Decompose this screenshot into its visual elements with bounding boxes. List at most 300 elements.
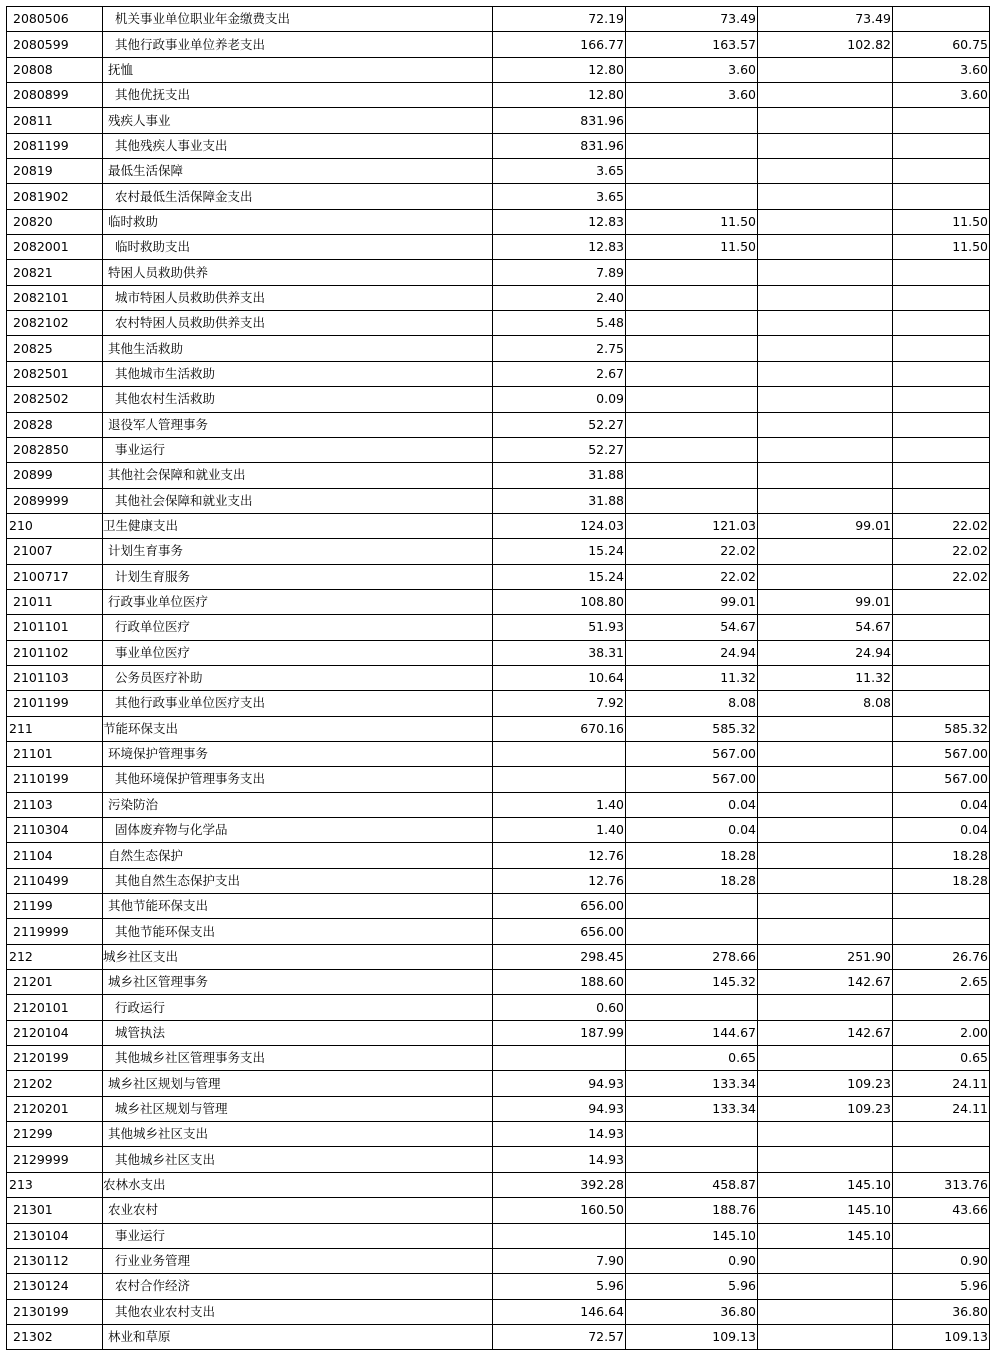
table-row xyxy=(7,589,990,614)
subject-code-cell: 21301 xyxy=(7,1198,103,1223)
amount-col4-cell: 0.04 xyxy=(893,792,990,817)
table-row xyxy=(7,1096,990,1121)
amount-col1-cell xyxy=(493,1046,626,1071)
table-row xyxy=(7,1172,990,1197)
table-row xyxy=(7,311,990,336)
table-row xyxy=(7,1274,990,1299)
subject-code-cell: 2082001 xyxy=(7,235,103,260)
table-row xyxy=(7,1071,990,1096)
amount-col4-cell: 3.60 xyxy=(893,83,990,108)
table-row xyxy=(7,843,990,868)
amount-col2-cell: 567.00 xyxy=(626,741,758,766)
subject-code-cell: 2089999 xyxy=(7,488,103,513)
subject-name-cell: 其他残疾人事业支出 xyxy=(103,133,493,158)
amount-col4-cell: 43.66 xyxy=(893,1198,990,1223)
amount-col4-cell xyxy=(893,640,990,665)
amount-col1-cell: 51.93 xyxy=(493,615,626,640)
table-row xyxy=(7,437,990,462)
amount-col1-cell: 656.00 xyxy=(493,919,626,944)
subject-name-cell: 其他农村生活救助 xyxy=(103,387,493,412)
amount-col2-cell: 18.28 xyxy=(626,843,758,868)
subject-code-cell: 21011 xyxy=(7,589,103,614)
amount-col1-cell: 7.89 xyxy=(493,260,626,285)
amount-col3-cell xyxy=(758,184,893,209)
amount-col4-cell: 18.28 xyxy=(893,868,990,893)
amount-col3-cell: 145.10 xyxy=(758,1172,893,1197)
table-row xyxy=(7,818,990,843)
amount-col3-cell xyxy=(758,361,893,386)
subject-name-cell: 其他环境保护管理事务支出 xyxy=(103,767,493,792)
amount-col1-cell: 108.80 xyxy=(493,589,626,614)
amount-col1-cell: 7.90 xyxy=(493,1248,626,1273)
amount-col2-cell: 54.67 xyxy=(626,615,758,640)
table-row xyxy=(7,716,990,741)
amount-col1-cell: 12.76 xyxy=(493,868,626,893)
subject-code-cell: 21202 xyxy=(7,1071,103,1096)
amount-col3-cell xyxy=(758,1274,893,1299)
amount-col2-cell: 144.67 xyxy=(626,1020,758,1045)
amount-col3-cell: 251.90 xyxy=(758,944,893,969)
amount-col1-cell xyxy=(493,1223,626,1248)
subject-name-cell: 最低生活保障 xyxy=(103,159,493,184)
subject-code-cell: 21201 xyxy=(7,970,103,995)
amount-col2-cell xyxy=(626,1122,758,1147)
amount-col1-cell: 72.19 xyxy=(493,7,626,32)
amount-col1-cell: 188.60 xyxy=(493,970,626,995)
amount-col1-cell: 187.99 xyxy=(493,1020,626,1045)
table-row xyxy=(7,1324,990,1349)
amount-col3-cell xyxy=(758,260,893,285)
amount-col1-cell: 2.67 xyxy=(493,361,626,386)
subject-code-cell: 2081902 xyxy=(7,184,103,209)
amount-col2-cell: 24.94 xyxy=(626,640,758,665)
subject-name-cell: 其他城乡社区管理事务支出 xyxy=(103,1046,493,1071)
amount-col2-cell xyxy=(626,336,758,361)
amount-col3-cell: 24.94 xyxy=(758,640,893,665)
amount-col1-cell: 1.40 xyxy=(493,792,626,817)
subject-name-cell: 公务员医疗补助 xyxy=(103,665,493,690)
amount-col1-cell: 72.57 xyxy=(493,1324,626,1349)
amount-col2-cell: 11.50 xyxy=(626,209,758,234)
table-row xyxy=(7,260,990,285)
subject-name-cell: 其他社会保障和就业支出 xyxy=(103,488,493,513)
amount-col1-cell: 2.40 xyxy=(493,285,626,310)
subject-code-cell: 21104 xyxy=(7,843,103,868)
amount-col2-cell: 133.34 xyxy=(626,1096,758,1121)
amount-col2-cell xyxy=(626,1147,758,1172)
amount-col3-cell xyxy=(758,716,893,741)
amount-col2-cell: 145.32 xyxy=(626,970,758,995)
table-row xyxy=(7,361,990,386)
amount-col4-cell: 36.80 xyxy=(893,1299,990,1324)
amount-col3-cell: 142.67 xyxy=(758,970,893,995)
subject-code-cell: 21302 xyxy=(7,1324,103,1349)
subject-name-cell: 残疾人事业 xyxy=(103,108,493,133)
amount-col1-cell: 52.27 xyxy=(493,437,626,462)
amount-col2-cell: 36.80 xyxy=(626,1299,758,1324)
subject-code-cell: 2082101 xyxy=(7,285,103,310)
subject-name-cell: 其他行政事业单位养老支出 xyxy=(103,32,493,57)
amount-col4-cell xyxy=(893,437,990,462)
subject-code-cell: 2082502 xyxy=(7,387,103,412)
amount-col2-cell: 11.32 xyxy=(626,665,758,690)
amount-col1-cell: 124.03 xyxy=(493,513,626,538)
amount-col2-cell: 73.49 xyxy=(626,7,758,32)
amount-col2-cell: 5.96 xyxy=(626,1274,758,1299)
amount-col4-cell: 26.76 xyxy=(893,944,990,969)
amount-col2-cell: 22.02 xyxy=(626,564,758,589)
amount-col2-cell xyxy=(626,108,758,133)
table-row xyxy=(7,1198,990,1223)
subject-code-cell: 212 xyxy=(7,944,103,969)
subject-code-cell: 2081199 xyxy=(7,133,103,158)
subject-code-cell: 2120199 xyxy=(7,1046,103,1071)
subject-code-cell: 20811 xyxy=(7,108,103,133)
subject-name-cell: 其他优抚支出 xyxy=(103,83,493,108)
amount-col1-cell: 298.45 xyxy=(493,944,626,969)
amount-col3-cell xyxy=(758,564,893,589)
amount-col1-cell: 7.92 xyxy=(493,691,626,716)
subject-code-cell: 2120104 xyxy=(7,1020,103,1045)
table-row xyxy=(7,412,990,437)
amount-col3-cell: 102.82 xyxy=(758,32,893,57)
subject-code-cell: 20820 xyxy=(7,209,103,234)
subject-name-cell: 固体废弃物与化学品 xyxy=(103,818,493,843)
subject-name-cell: 其他自然生态保护支出 xyxy=(103,868,493,893)
amount-col3-cell xyxy=(758,463,893,488)
amount-col2-cell: 145.10 xyxy=(626,1223,758,1248)
subject-code-cell: 21199 xyxy=(7,894,103,919)
table-row xyxy=(7,1122,990,1147)
amount-col3-cell xyxy=(758,767,893,792)
subject-name-cell: 特困人员救助供养 xyxy=(103,260,493,285)
amount-col2-cell: 3.60 xyxy=(626,83,758,108)
amount-col3-cell xyxy=(758,1324,893,1349)
amount-col3-cell xyxy=(758,1122,893,1147)
amount-col3-cell: 145.10 xyxy=(758,1198,893,1223)
amount-col2-cell: 109.13 xyxy=(626,1324,758,1349)
table-row xyxy=(7,209,990,234)
amount-col1-cell: 392.28 xyxy=(493,1172,626,1197)
amount-col1-cell: 0.60 xyxy=(493,995,626,1020)
subject-name-cell: 其他节能环保支出 xyxy=(103,894,493,919)
table-row xyxy=(7,133,990,158)
amount-col3-cell xyxy=(758,311,893,336)
amount-col1-cell: 3.65 xyxy=(493,184,626,209)
amount-col1-cell: 15.24 xyxy=(493,564,626,589)
amount-col2-cell: 567.00 xyxy=(626,767,758,792)
amount-col4-cell xyxy=(893,184,990,209)
subject-code-cell: 2101103 xyxy=(7,665,103,690)
table-row xyxy=(7,919,990,944)
amount-col3-cell xyxy=(758,159,893,184)
table-row xyxy=(7,1147,990,1172)
subject-code-cell: 20825 xyxy=(7,336,103,361)
subject-name-cell: 事业运行 xyxy=(103,1223,493,1248)
amount-col2-cell xyxy=(626,894,758,919)
amount-col2-cell xyxy=(626,919,758,944)
subject-code-cell: 210 xyxy=(7,513,103,538)
subject-name-cell: 其他行政事业单位医疗支出 xyxy=(103,691,493,716)
subject-name-cell: 其他农业农村支出 xyxy=(103,1299,493,1324)
subject-name-cell: 农村特困人员救助供养支出 xyxy=(103,311,493,336)
amount-col4-cell xyxy=(893,919,990,944)
amount-col3-cell xyxy=(758,285,893,310)
amount-col4-cell: 22.02 xyxy=(893,513,990,538)
amount-col4-cell: 3.60 xyxy=(893,57,990,82)
amount-col4-cell xyxy=(893,311,990,336)
amount-col4-cell: 567.00 xyxy=(893,767,990,792)
amount-col3-cell xyxy=(758,818,893,843)
subject-code-cell: 2130104 xyxy=(7,1223,103,1248)
subject-code-cell: 20828 xyxy=(7,412,103,437)
subject-name-cell: 污染防治 xyxy=(103,792,493,817)
amount-col2-cell xyxy=(626,488,758,513)
table-row xyxy=(7,32,990,57)
amount-col2-cell xyxy=(626,260,758,285)
subject-code-cell: 20819 xyxy=(7,159,103,184)
subject-name-cell: 城乡社区支出 xyxy=(103,944,493,969)
amount-col2-cell: 121.03 xyxy=(626,513,758,538)
amount-col2-cell xyxy=(626,361,758,386)
subject-name-cell: 其他社会保障和就业支出 xyxy=(103,463,493,488)
amount-col4-cell: 567.00 xyxy=(893,741,990,766)
subject-name-cell: 农林水支出 xyxy=(103,1172,493,1197)
amount-col4-cell: 585.32 xyxy=(893,716,990,741)
subject-code-cell: 213 xyxy=(7,1172,103,1197)
amount-col2-cell: 0.04 xyxy=(626,818,758,843)
amount-col2-cell xyxy=(626,995,758,1020)
amount-col4-cell: 2.65 xyxy=(893,970,990,995)
amount-col3-cell xyxy=(758,133,893,158)
amount-col3-cell xyxy=(758,539,893,564)
subject-code-cell: 2080599 xyxy=(7,32,103,57)
amount-col2-cell xyxy=(626,184,758,209)
amount-col1-cell: 5.48 xyxy=(493,311,626,336)
amount-col1-cell: 52.27 xyxy=(493,412,626,437)
subject-name-cell: 农村最低生活保障金支出 xyxy=(103,184,493,209)
amount-col2-cell: 0.90 xyxy=(626,1248,758,1273)
table-row xyxy=(7,1299,990,1324)
subject-code-cell: 2110304 xyxy=(7,818,103,843)
subject-code-cell: 20899 xyxy=(7,463,103,488)
amount-col3-cell: 109.23 xyxy=(758,1096,893,1121)
table-row xyxy=(7,285,990,310)
amount-col4-cell xyxy=(893,387,990,412)
table-row xyxy=(7,463,990,488)
table-row xyxy=(7,387,990,412)
amount-col2-cell xyxy=(626,412,758,437)
subject-code-cell: 2120201 xyxy=(7,1096,103,1121)
subject-code-cell: 2120101 xyxy=(7,995,103,1020)
subject-name-cell: 行业业务管理 xyxy=(103,1248,493,1273)
amount-col3-cell xyxy=(758,209,893,234)
subject-code-cell: 20821 xyxy=(7,260,103,285)
subject-name-cell: 抚恤 xyxy=(103,57,493,82)
amount-col1-cell: 12.80 xyxy=(493,57,626,82)
amount-col4-cell xyxy=(893,1147,990,1172)
subject-code-cell: 21299 xyxy=(7,1122,103,1147)
amount-col3-cell: 11.32 xyxy=(758,665,893,690)
subject-code-cell: 2101102 xyxy=(7,640,103,665)
subject-name-cell: 退役军人管理事务 xyxy=(103,412,493,437)
amount-col3-cell xyxy=(758,235,893,260)
amount-col1-cell xyxy=(493,767,626,792)
amount-col2-cell: 133.34 xyxy=(626,1071,758,1096)
amount-col2-cell xyxy=(626,133,758,158)
table-row xyxy=(7,868,990,893)
amount-col1-cell: 31.88 xyxy=(493,463,626,488)
amount-col4-cell: 5.96 xyxy=(893,1274,990,1299)
subject-name-cell: 农业农村 xyxy=(103,1198,493,1223)
subject-name-cell: 环境保护管理事务 xyxy=(103,741,493,766)
amount-col3-cell xyxy=(758,995,893,1020)
amount-col1-cell: 670.16 xyxy=(493,716,626,741)
amount-col2-cell xyxy=(626,285,758,310)
amount-col4-cell xyxy=(893,1223,990,1248)
subject-name-cell: 城乡社区规划与管理 xyxy=(103,1071,493,1096)
amount-col4-cell: 18.28 xyxy=(893,843,990,868)
amount-col4-cell xyxy=(893,691,990,716)
amount-col3-cell: 73.49 xyxy=(758,7,893,32)
subject-name-cell: 其他节能环保支出 xyxy=(103,919,493,944)
amount-col2-cell: 18.28 xyxy=(626,868,758,893)
subject-code-cell: 2082850 xyxy=(7,437,103,462)
amount-col2-cell: 11.50 xyxy=(626,235,758,260)
table-row xyxy=(7,615,990,640)
amount-col3-cell xyxy=(758,387,893,412)
amount-col1-cell xyxy=(493,741,626,766)
subject-name-cell: 节能环保支出 xyxy=(103,716,493,741)
amount-col4-cell: 109.13 xyxy=(893,1324,990,1349)
amount-col1-cell: 3.65 xyxy=(493,159,626,184)
amount-col2-cell xyxy=(626,463,758,488)
amount-col3-cell xyxy=(758,919,893,944)
amount-col3-cell xyxy=(758,108,893,133)
subject-code-cell: 2110499 xyxy=(7,868,103,893)
amount-col2-cell: 458.87 xyxy=(626,1172,758,1197)
subject-code-cell: 2080899 xyxy=(7,83,103,108)
amount-col3-cell: 8.08 xyxy=(758,691,893,716)
amount-col2-cell: 188.76 xyxy=(626,1198,758,1223)
table-row xyxy=(7,7,990,32)
table-row xyxy=(7,108,990,133)
subject-code-cell: 2101101 xyxy=(7,615,103,640)
amount-col4-cell: 22.02 xyxy=(893,539,990,564)
amount-col1-cell: 146.64 xyxy=(493,1299,626,1324)
amount-col1-cell: 10.64 xyxy=(493,665,626,690)
amount-col3-cell xyxy=(758,741,893,766)
amount-col4-cell xyxy=(893,108,990,133)
subject-code-cell: 21101 xyxy=(7,741,103,766)
amount-col4-cell xyxy=(893,260,990,285)
subject-name-cell: 机关事业单位职业年金缴费支出 xyxy=(103,7,493,32)
subject-code-cell: 2082501 xyxy=(7,361,103,386)
table-row xyxy=(7,564,990,589)
amount-col1-cell: 38.31 xyxy=(493,640,626,665)
amount-col3-cell xyxy=(758,1248,893,1273)
amount-col1-cell: 0.09 xyxy=(493,387,626,412)
amount-col3-cell xyxy=(758,792,893,817)
table-row xyxy=(7,1248,990,1273)
amount-col1-cell: 15.24 xyxy=(493,539,626,564)
amount-col1-cell: 5.96 xyxy=(493,1274,626,1299)
subject-code-cell: 21103 xyxy=(7,792,103,817)
amount-col4-cell xyxy=(893,1122,990,1147)
table-row xyxy=(7,995,990,1020)
amount-col3-cell xyxy=(758,1147,893,1172)
table-row xyxy=(7,970,990,995)
amount-col2-cell: 22.02 xyxy=(626,539,758,564)
amount-col3-cell xyxy=(758,1299,893,1324)
amount-col4-cell: 0.04 xyxy=(893,818,990,843)
subject-name-cell: 事业运行 xyxy=(103,437,493,462)
table-row xyxy=(7,336,990,361)
amount-col4-cell: 24.11 xyxy=(893,1096,990,1121)
table-row xyxy=(7,640,990,665)
subject-code-cell: 2129999 xyxy=(7,1147,103,1172)
amount-col2-cell xyxy=(626,159,758,184)
subject-name-cell: 城管执法 xyxy=(103,1020,493,1045)
table-row xyxy=(7,1223,990,1248)
subject-name-cell: 城市特困人员救助供养支出 xyxy=(103,285,493,310)
amount-col1-cell: 1.40 xyxy=(493,818,626,843)
amount-col4-cell xyxy=(893,894,990,919)
amount-col3-cell xyxy=(758,868,893,893)
amount-col1-cell: 94.93 xyxy=(493,1096,626,1121)
amount-col4-cell xyxy=(893,615,990,640)
subject-name-cell: 临时救助支出 xyxy=(103,235,493,260)
subject-code-cell: 2082102 xyxy=(7,311,103,336)
amount-col1-cell: 12.76 xyxy=(493,843,626,868)
table-row xyxy=(7,513,990,538)
amount-col1-cell: 656.00 xyxy=(493,894,626,919)
table-row xyxy=(7,57,990,82)
amount-col4-cell xyxy=(893,336,990,361)
subject-code-cell: 2130112 xyxy=(7,1248,103,1273)
amount-col3-cell: 142.67 xyxy=(758,1020,893,1045)
table-body xyxy=(7,7,990,1350)
amount-col2-cell xyxy=(626,387,758,412)
amount-col4-cell xyxy=(893,159,990,184)
amount-col4-cell xyxy=(893,285,990,310)
amount-col2-cell: 3.60 xyxy=(626,57,758,82)
budget-expenditure-table xyxy=(6,6,990,1350)
subject-name-cell: 计划生育事务 xyxy=(103,539,493,564)
amount-col4-cell xyxy=(893,589,990,614)
subject-code-cell: 2080506 xyxy=(7,7,103,32)
subject-code-cell: 2130199 xyxy=(7,1299,103,1324)
subject-name-cell: 林业和草原 xyxy=(103,1324,493,1349)
amount-col4-cell xyxy=(893,488,990,513)
amount-col1-cell: 166.77 xyxy=(493,32,626,57)
subject-name-cell: 其他生活救助 xyxy=(103,336,493,361)
amount-col4-cell xyxy=(893,133,990,158)
amount-col2-cell xyxy=(626,437,758,462)
amount-col2-cell: 8.08 xyxy=(626,691,758,716)
subject-name-cell: 其他城乡社区支出 xyxy=(103,1147,493,1172)
amount-col3-cell xyxy=(758,336,893,361)
amount-col3-cell xyxy=(758,83,893,108)
subject-code-cell: 2119999 xyxy=(7,919,103,944)
table-row xyxy=(7,894,990,919)
amount-col3-cell xyxy=(758,488,893,513)
amount-col4-cell: 313.76 xyxy=(893,1172,990,1197)
subject-name-cell: 卫生健康支出 xyxy=(103,513,493,538)
amount-col1-cell: 831.96 xyxy=(493,108,626,133)
subject-name-cell: 其他城市生活救助 xyxy=(103,361,493,386)
subject-name-cell: 其他城乡社区支出 xyxy=(103,1122,493,1147)
